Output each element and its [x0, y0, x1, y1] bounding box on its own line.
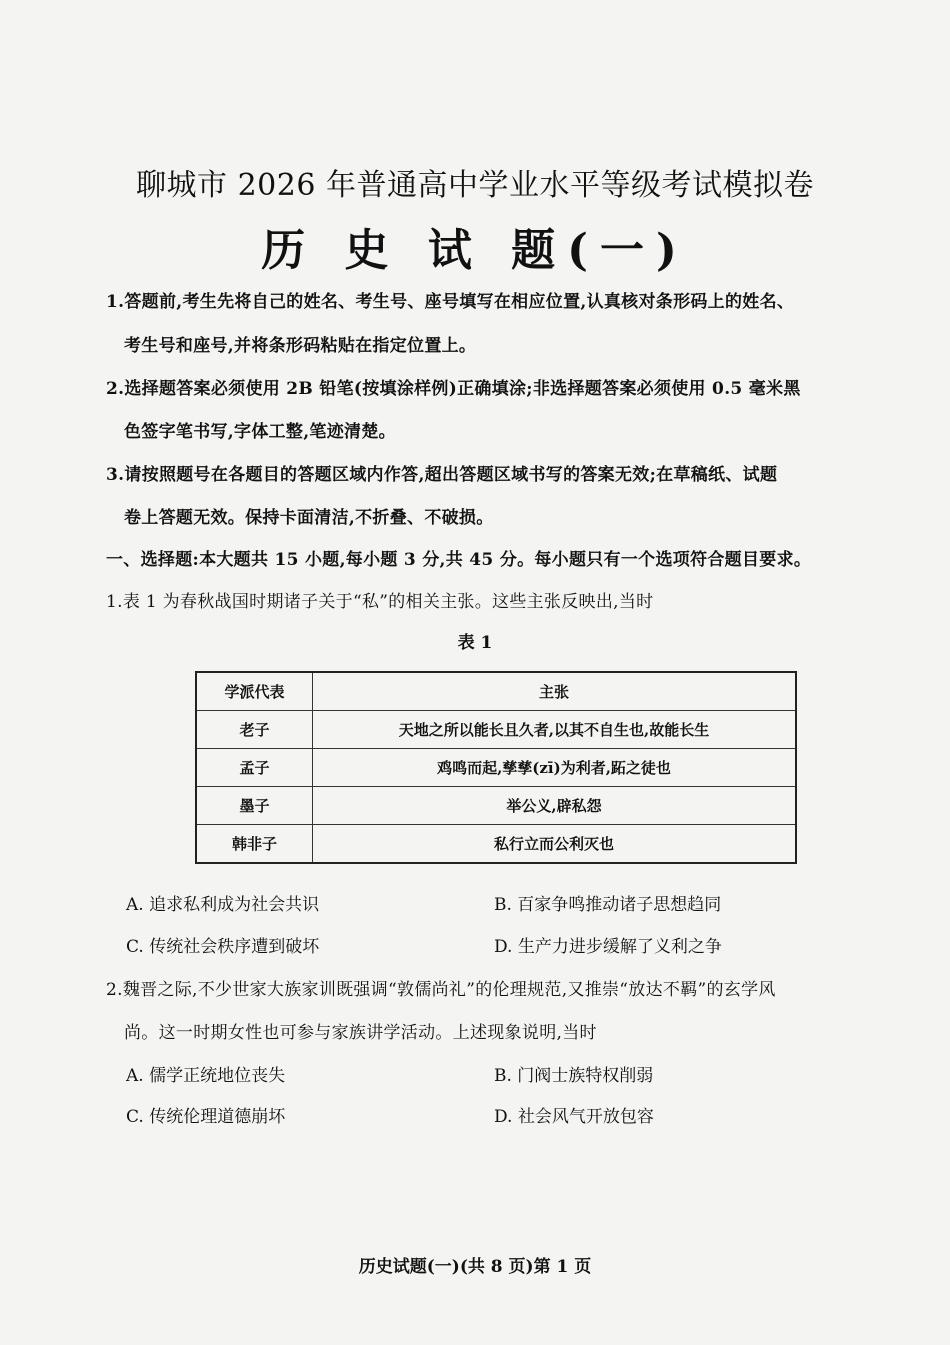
table-cell-claim: 举公义,辟私怨: [313, 787, 797, 825]
instruction-1-line-1: 1.答题前,考生先将自己的姓名、考生号、座号填写在相应位置,认真核对条形码上的姓名、: [106, 292, 795, 312]
question-2-stem-line-2: 尚。这一时期女性也可参与家族讲学活动。上述现象说明,当时: [124, 1023, 597, 1043]
schools-table: [195, 671, 797, 864]
instruction-2-line-1: 2.选择题答案必须使用 2B 铅笔(按填涂样例)正确填涂;非选择题答案必须使用 0.5 毫米黑: [106, 379, 801, 399]
table-cell-school: 韩非子: [196, 825, 313, 864]
table-cell-claim: 天地之所以能长且久者,以其不自生也,故能长生: [313, 711, 797, 749]
question-1-option-b: B. 百家争鸣推动诸子思想趋同: [494, 895, 722, 915]
question-2-option-b: B. 门阀士族特权削弱: [494, 1066, 654, 1086]
question-2-option-d: D. 社会风气开放包容: [494, 1107, 654, 1127]
table-cell-claim: 私行立而公利灭也: [313, 825, 797, 864]
question-1-option-a: A. 追求私利成为社会共识: [126, 895, 320, 915]
table-caption: 表 1: [457, 633, 493, 653]
question-2-option-a: A. 儒学正统地位丧失: [126, 1066, 286, 1086]
table-cell-school: 老子: [196, 711, 313, 749]
question-2-option-c: C. 传统伦理道德崩坏: [126, 1107, 286, 1127]
question-1-option-c: C. 传统社会秩序遭到破坏: [126, 937, 320, 957]
instruction-3-line-2: 卷上答题无效。保持卡面清洁,不折叠、不破损。: [124, 508, 494, 528]
table-cell-claim: 鸡鸣而起,孳孳(zī)为利者,跖之徒也: [313, 749, 797, 787]
table-cell-school: 墨子: [196, 787, 313, 825]
question-1-stem: 1.表 1 为春秋战国时期诸子关于“私”的相关主张。这些主张反映出,当时: [106, 592, 654, 612]
page-footer: 历史试题(一)(共 8 页)第 1 页: [358, 1257, 592, 1277]
table-row: [196, 787, 796, 825]
table-row: [196, 825, 796, 864]
instruction-2-line-2: 色签字笔书写,字体工整,笔迹清楚。: [124, 422, 396, 442]
table-header-claim: 主张: [313, 672, 797, 711]
instruction-3-line-1: 3.请按照题号在各题目的答题区域内作答,超出答题区域书写的答案无效;在草稿纸、试题: [106, 465, 778, 485]
instruction-1-line-2: 考生号和座号,并将条形码粘贴在指定位置上。: [124, 336, 477, 356]
table-cell-school: 孟子: [196, 749, 313, 787]
table-row: [196, 711, 796, 749]
table-header-row: [196, 672, 796, 711]
table-header-school: 学派代表: [196, 672, 313, 711]
table-row: [196, 749, 796, 787]
exam-subtitle: 聊城市 2026 年普通高中学业水平等级考试模拟卷: [136, 168, 814, 203]
exam-title: 历 史 试 题(一): [261, 225, 689, 276]
question-2-stem-line-1: 2.魏晋之际,不少世家大族家训既强调“敦儒尚礼”的伦理规范,又推崇“放达不羁”的玄学风: [106, 980, 776, 1000]
question-1-option-d: D. 生产力进步缓解了义利之争: [494, 937, 722, 957]
section-heading: 一、选择题:本大题共 15 小题,每小题 3 分,共 45 分。每小题只有一个选项符合题目要求。: [106, 550, 812, 570]
